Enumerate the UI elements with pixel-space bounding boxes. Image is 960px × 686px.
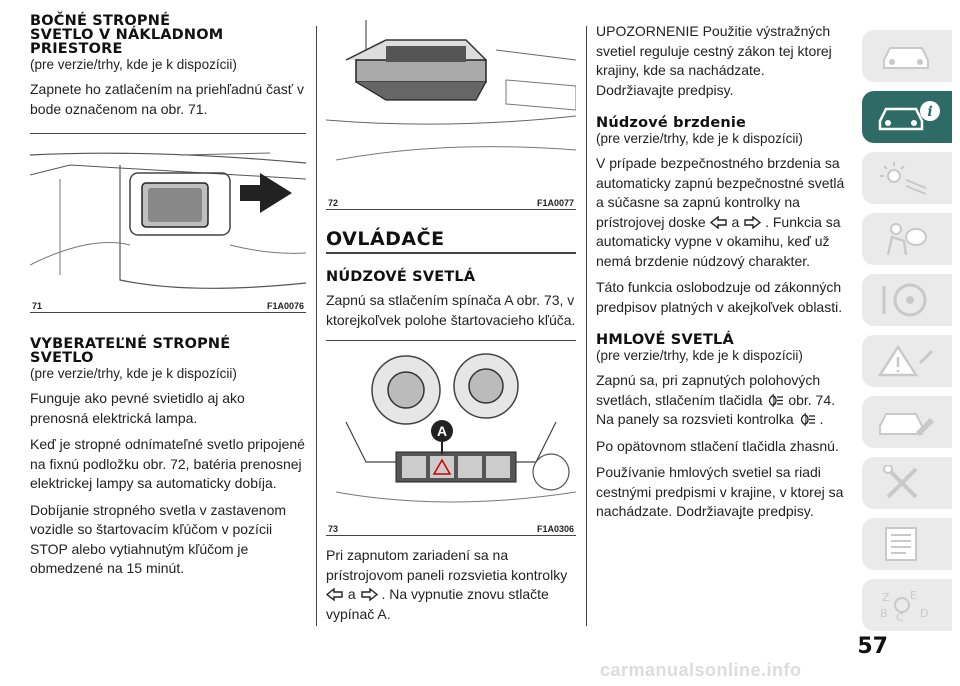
turn-right-indicator-icon	[743, 216, 761, 229]
svg-text:D: D	[920, 607, 929, 620]
svg-text:B: B	[880, 607, 888, 620]
tab-steering-wheel[interactable]	[862, 274, 952, 326]
document-list-icon	[876, 526, 936, 562]
paragraph: Používanie hmlových svetiel sa riadi cestnými predpismi v krajine, v ktorej sa nachádzate. Dodržiavajte predpisy.	[596, 464, 844, 519]
figure-code: F1A0306	[536, 524, 574, 534]
paragraph: Táto funkcia oslobodzuje od zákonných predpisov platných v akejkoľvek oblasti.	[596, 279, 843, 315]
tab-tools[interactable]	[862, 457, 952, 509]
figure-code: F1A0076	[266, 301, 304, 311]
paragraph: V prípade bezpečnostného brzdenia sa automaticky zapnú bezpečnostné svetlá a súčasne sa zapnú kontrolky na prístrojovej doske a . Funkcia sa automaticky vypne v okamihu, keď už nemá brzdenie núdzový charakter.	[596, 155, 845, 269]
chapter-nav-rail	[858, 30, 960, 640]
paragraph: Zapnú sa stlačením spínača A obr. 73, v ktorejkoľvek polohe štartovacieho kľúča.	[326, 292, 576, 328]
heading-hazard-lights: NÚDZOVÉ SVETLÁ	[326, 269, 476, 285]
page-number: 57	[857, 634, 888, 659]
paragraph: Zapnú sa, pri zapnutých polohových svetlách, stlačením tlačidla obr. 74. Na panely sa rozsvieti kontrolka .	[596, 372, 836, 427]
paragraph: Dobíjanie stropného svetla v zastavenom vozidle so štartovacím kľúčom v pozícii STOP alebo vytiahnutým kľúčom je obmedzené na 15 minút.	[30, 501, 287, 576]
tools-icon	[876, 465, 936, 501]
dashboard-lights-icon	[876, 160, 936, 196]
tab-alphabet-index[interactable]	[862, 579, 952, 631]
svg-text:Z: Z	[882, 591, 890, 604]
column-divider-1	[316, 26, 317, 626]
car-info-icon	[876, 99, 942, 135]
tab-car-front[interactable]	[862, 30, 952, 82]
figure-72	[326, 20, 576, 210]
column-1	[30, 14, 306, 579]
removable-light-illustration	[326, 20, 576, 196]
figure-number: 72	[328, 198, 339, 208]
paragraph: Zapnete ho zatlačením na priehľadnú časť v bode označenom na obr. 71.	[30, 81, 304, 117]
car-service-icon	[876, 404, 936, 440]
svg-text:C: C	[896, 611, 904, 623]
heading-fog-lights: HMLOVÉ SVETLÁ	[596, 332, 734, 348]
steering-wheel-icon	[876, 282, 936, 318]
heading-removable-light: VYBERATEĽNÉ STROPNÉ SVETLO	[30, 336, 231, 366]
tab-car-service[interactable]	[862, 396, 952, 448]
figure-caption	[326, 196, 576, 210]
cargo-light-illustration	[30, 135, 306, 299]
airbag-person-icon	[876, 221, 936, 257]
figure-code: F1A0077	[536, 198, 574, 208]
tab-document-list[interactable]	[862, 518, 952, 570]
heading-emergency-braking: Núdzové brzdenie	[596, 115, 747, 131]
subtitle-availability: (pre verzie/trhy, kde je k dispozícii)	[30, 57, 237, 72]
tab-warning-triangle[interactable]	[862, 335, 952, 387]
paragraph: Pri zapnutom zariadení sa na prístrojovom paneli rozsvietia kontrolky a . Na vypnutie znovu stlačte vypínač A.	[326, 547, 568, 622]
turn-left-indicator-icon	[710, 216, 728, 229]
svg-text:i: i	[927, 104, 933, 120]
paragraph: Keď je stropné odnímateľné svetlo pripojené na fixnú podložku obr. 72, batéria prenosnej elektrickej lampy sa automaticky dobíja.	[30, 436, 305, 491]
tab-dashboard-lights[interactable]	[862, 152, 952, 204]
fog-light-indicator-icon	[798, 413, 816, 426]
column-divider-2	[586, 26, 587, 626]
svg-text:E: E	[910, 589, 917, 602]
subtitle-availability: (pre verzie/trhy, kde je k dispozícii)	[596, 131, 803, 146]
subtitle-availability: (pre verzie/trhy, kde je k dispozícii)	[596, 348, 803, 363]
column-2	[326, 20, 576, 624]
paragraph: Funguje ako pevné svietidlo aj ako prenosná elektrická lampa.	[30, 390, 245, 426]
paragraph-warning: UPOZORNENIE Použitie výstražných svetiel reguluje cestný zákon tej ktorej krajiny, kde sa nachádzate. Dodržiavajte predpisy.	[596, 23, 832, 98]
watermark: carmanualsonline.info	[600, 660, 802, 680]
tab-airbag-person[interactable]	[862, 213, 952, 265]
car-front-icon	[876, 38, 936, 74]
paragraph: Po opätovnom stlačení tlačidla zhasnú.	[596, 437, 839, 454]
column-3	[596, 14, 846, 522]
tab-car-info-active[interactable]	[862, 91, 952, 143]
turn-left-indicator-icon	[326, 588, 344, 601]
heading-underline	[326, 252, 576, 254]
figure-73	[326, 340, 576, 536]
alphabet-index-icon	[876, 587, 936, 623]
turn-right-indicator-icon	[360, 588, 378, 601]
figure-caption	[30, 299, 306, 313]
subtitle-availability: (pre verzie/trhy, kde je k dispozícii)	[30, 366, 237, 381]
figure-caption	[326, 522, 576, 536]
figure-71	[30, 133, 306, 313]
heading-side-light: BOČNÉ STROPNÉ SVETLO V NÁKLADNOM PRIESTORE	[30, 13, 224, 57]
fog-light-icon	[766, 394, 784, 407]
callout-label-A: A	[431, 420, 453, 442]
figure-number: 73	[328, 524, 339, 534]
warning-triangle-icon	[876, 343, 936, 379]
figure-number: 71	[32, 301, 43, 311]
heading-controls: OVLÁDAČE	[326, 228, 445, 250]
